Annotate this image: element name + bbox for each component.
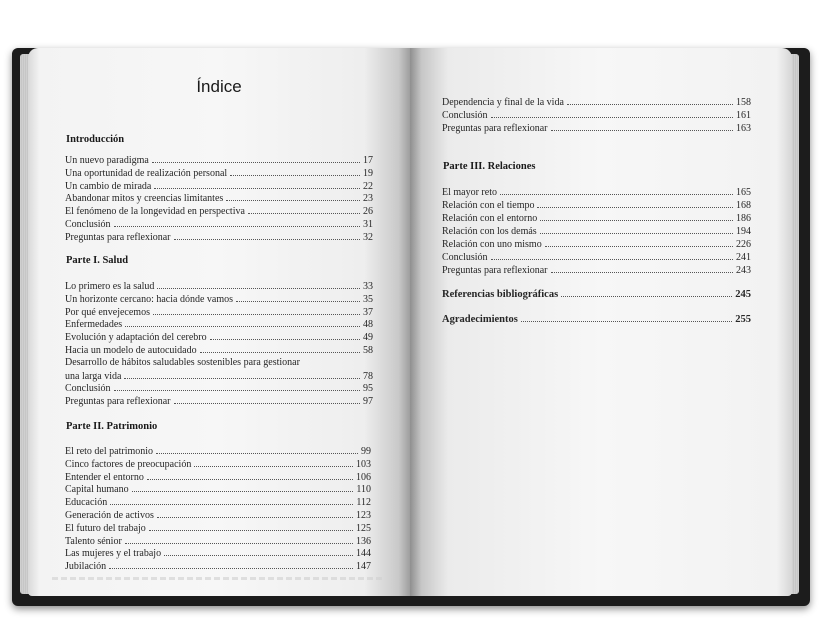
toc-entry: Relación con los demás 194: [442, 226, 751, 237]
toc-entry: Jubilación 147: [65, 561, 371, 573]
toc-entry: Capital humano 110: [65, 484, 371, 496]
toc-entry: una larga vida 78: [65, 370, 373, 382]
toc-entry: Preguntas para reflexionar 97: [65, 396, 373, 408]
toc-entry: Generación de activos 123: [65, 510, 371, 521]
toc-entry-referencias: Referencias bibliográficas 245: [442, 289, 751, 300]
toc-entry: Conclusión 31: [65, 219, 373, 230]
toc-entry: Preguntas para reflexionar 32: [65, 231, 373, 243]
toc-entry: Cinco factores de preocupación 103: [65, 458, 371, 470]
toc-entry: El reto del patrimonio 99: [65, 446, 371, 457]
toc-entry: Conclusión 241: [442, 252, 751, 263]
toc-entry: Conclusión 161: [442, 110, 751, 121]
toc-entry: Hacia un modelo de autocuidado 58: [65, 345, 373, 356]
toc-entry: Una oportunidad de realización personal 19: [65, 167, 373, 179]
toc-entry: Un nuevo paradigma 17: [65, 155, 373, 166]
right-page: [410, 48, 792, 596]
toc-entry: Relación con el entorno 186: [442, 213, 751, 224]
page-bottom-shadow-text: [52, 577, 382, 580]
toc-entry: Preguntas para reflexionar 163: [442, 123, 751, 134]
section-heading-introduccion: Introducción: [66, 134, 125, 145]
toc-entry: Entender el entorno 106: [65, 471, 371, 483]
toc-entry: Desarrollo de hábitos saludables sostenibles para gestionar: [65, 356, 300, 368]
toc-entry: Relación con uno mismo 226: [442, 239, 751, 250]
toc-entry: El futuro del trabajo 125: [65, 522, 371, 534]
toc-entry: Relación con el tiempo 168: [442, 200, 751, 211]
toc-entry-agradecimientos: Agradecimientos 255: [442, 314, 751, 325]
index-title: Índice: [196, 77, 242, 96]
toc-entry: Un horizonte cercano: hacia dónde vamos 35: [65, 293, 373, 305]
toc-entry: El mayor reto 165: [442, 187, 751, 198]
toc-entry: Talento sénior 136: [65, 535, 371, 547]
toc-entry: Lo primero es la salud 33: [65, 281, 373, 292]
section-heading-patrimonio: Parte II. Patrimonio: [66, 421, 158, 432]
toc-entry: Evolución y adaptación del cerebro 49: [65, 332, 373, 344]
toc-entry: Un cambio de mirada 22: [65, 180, 373, 192]
toc-entry: Conclusión 95: [65, 383, 373, 395]
section-heading-relaciones: Parte III. Relaciones: [443, 161, 536, 172]
toc-entry: Educación 112: [65, 497, 371, 509]
toc-entry: Dependencia y final de la vida 158: [442, 97, 751, 108]
section-heading-salud: Parte I. Salud: [66, 255, 129, 266]
toc-entry: Por qué envejecemos 37: [65, 306, 373, 318]
toc-entry: Enfermedades 48: [65, 319, 373, 331]
toc-entry: Preguntas para reflexionar 243: [442, 265, 751, 276]
toc-entry: El fenómeno de la longevidad en perspectiva 26: [65, 206, 373, 218]
left-page: [28, 48, 410, 596]
toc-entry: Abandonar mitos y creencias limitantes 23: [65, 193, 373, 205]
toc-entry: Las mujeres y el trabajo 144: [65, 548, 371, 560]
